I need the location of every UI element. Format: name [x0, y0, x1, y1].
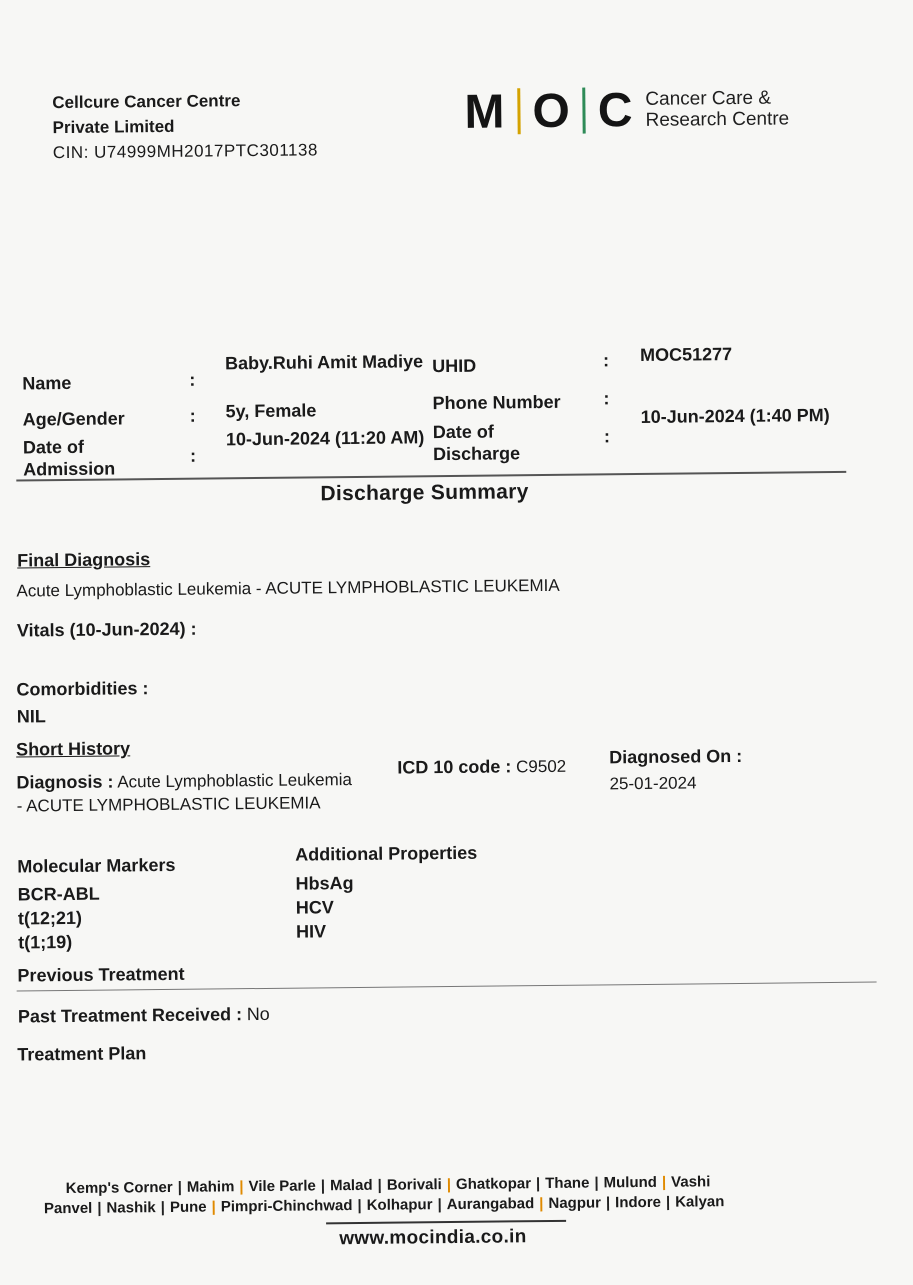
past-treatment-entry	[18, 1003, 270, 1029]
uhid-colon: :	[602, 350, 610, 371]
age-gender-colon: :	[189, 405, 196, 426]
phone-colon: :	[603, 388, 610, 409]
discharge-value: 10-Jun-2024 (1:40 PM)	[640, 405, 830, 427]
footer-locations-row2	[44, 1193, 725, 1217]
molecular-marker-item: t(1;19)	[18, 931, 73, 953]
footer-location: Thane	[545, 1174, 590, 1193]
additional-property-item: HbsAg	[295, 873, 354, 894]
footer-separator: |	[97, 1199, 102, 1217]
footer-location: Nashik	[106, 1199, 156, 1217]
footer-location: Kolhapur	[366, 1196, 433, 1214]
company-cin: CIN: U74999MH2017PTC301138	[52, 140, 318, 163]
footer-separator: |	[320, 1177, 326, 1195]
footer-separator: |	[437, 1196, 442, 1214]
additional-properties-heading: Additional Properties	[295, 842, 478, 865]
footer-separator: |	[539, 1195, 544, 1213]
logo-tagline-line1: Cancer Care &	[645, 87, 772, 110]
company-name-line1: Cellcure Cancer Centre	[52, 91, 241, 113]
additional-properties-list	[295, 871, 354, 944]
website-link[interactable]: www.mocindia.co.in	[339, 1226, 527, 1250]
footer-separator: |	[605, 1194, 611, 1212]
footer-separator: |	[446, 1176, 452, 1194]
company-name-line2: Private Limited	[52, 116, 175, 138]
molecular-markers-heading: Molecular Markers	[17, 854, 176, 877]
footer-location: Mahim	[186, 1178, 235, 1196]
footer-location: Vashi	[671, 1173, 711, 1191]
footer-location: Nagpur	[548, 1194, 602, 1212]
footer-separator: |	[377, 1176, 382, 1194]
name-label: Name	[22, 372, 72, 394]
phone-label: Phone Number	[432, 391, 561, 414]
molecular-marker-item: t(12;21)	[17, 907, 83, 929]
uhid-label: UHID	[432, 355, 477, 377]
discharge-colon: :	[603, 426, 610, 447]
logo-letter-c: C	[597, 83, 634, 137]
discharge-label: Date of Discharge	[432, 421, 521, 465]
comorbidities-heading: Comorbidities :	[16, 678, 149, 700]
icd-code-label: ICD 10 code :	[397, 756, 512, 778]
logo-tagline-line2: Research Centre	[645, 108, 790, 131]
age-gender-value: 5y, Female	[225, 400, 317, 422]
icd-code-value: C9502	[515, 756, 567, 777]
diagnosed-on-label: Diagnosed On :	[609, 745, 743, 768]
molecular-marker-item: BCR-ABL	[17, 883, 100, 905]
footer-separator: |	[661, 1173, 667, 1191]
logo-letter-o: O	[532, 84, 572, 138]
uhid-value: MOC51277	[639, 344, 733, 365]
previous-treatment-heading: Previous Treatment	[17, 963, 185, 986]
admission-value: 10-Jun-2024 (11:20 AM)	[225, 427, 425, 450]
footer-location: Kalyan	[675, 1193, 725, 1211]
diagnosis-entry	[16, 768, 356, 818]
final-diagnosis-text: Acute Lymphoblastic Leukemia - ACUTE LYMPHOBLASTIC LEUKEMIA	[16, 575, 560, 601]
footer-location: Borivali	[386, 1176, 442, 1194]
footer-location: Indore	[615, 1193, 662, 1212]
final-diagnosis-heading: Final Diagnosis	[17, 549, 151, 571]
company-block	[52, 87, 318, 165]
footer-location: Panvel	[43, 1199, 93, 1218]
footer-location: Mulund	[603, 1173, 658, 1192]
additional-property-item: HCV	[295, 897, 334, 918]
footer-location: Malad	[329, 1176, 373, 1195]
footer-separator: |	[211, 1198, 216, 1216]
footer-separator: |	[665, 1193, 671, 1211]
comorbidities-value: NIL	[16, 706, 46, 727]
past-treatment-label: Past Treatment Received :	[17, 1004, 243, 1027]
short-history-heading: Short History	[16, 738, 131, 760]
footer-separator: |	[177, 1178, 182, 1196]
additional-property-item: HIV	[295, 921, 327, 942]
diagnosis-value: Acute Lymphoblastic Leukemia - ACUTE LYMPHOBLASTIC LEUKEMIA	[16, 770, 353, 816]
vitals-heading: Vitals (10-Jun-2024) :	[16, 618, 197, 641]
footer-location: Vile Parle	[248, 1177, 316, 1196]
footer-location: Pune	[169, 1198, 207, 1216]
admission-label: Date of Admission	[22, 436, 116, 480]
icd-code-entry	[397, 755, 566, 780]
logo-letter-m: M	[464, 84, 506, 139]
discharge-summary-title: Discharge Summary	[320, 480, 529, 506]
footer-divider	[326, 1220, 566, 1225]
logo-tagline	[645, 87, 789, 131]
footer-separator: |	[535, 1175, 541, 1193]
footer-separator: |	[239, 1178, 244, 1196]
diagnosis-label: Diagnosis :	[16, 771, 114, 793]
admission-colon: :	[189, 445, 197, 466]
name-colon: :	[189, 369, 196, 390]
footer-location: Pimpri-Chinchwad	[220, 1197, 353, 1216]
age-gender-label: Age/Gender	[22, 408, 125, 430]
name-value: Baby.Ruhi Amit Madiye	[224, 351, 424, 374]
treatment-plan-heading: Treatment Plan	[17, 1043, 147, 1065]
footer-location: Aurangabad	[446, 1195, 535, 1214]
past-treatment-value: No	[246, 1003, 270, 1025]
logo-divider-yellow	[517, 88, 520, 134]
footer-separator: |	[160, 1199, 166, 1217]
logo-divider-green	[583, 88, 586, 134]
moc-logo	[464, 80, 789, 139]
footer-location: Ghatkopar	[455, 1175, 532, 1193]
footer-location: Kemp's Corner	[65, 1178, 173, 1198]
diagnosed-on-value: 25-01-2024	[609, 773, 697, 794]
footer-separator: |	[357, 1196, 362, 1214]
footer-separator: |	[594, 1174, 599, 1192]
molecular-markers-list	[18, 882, 101, 955]
